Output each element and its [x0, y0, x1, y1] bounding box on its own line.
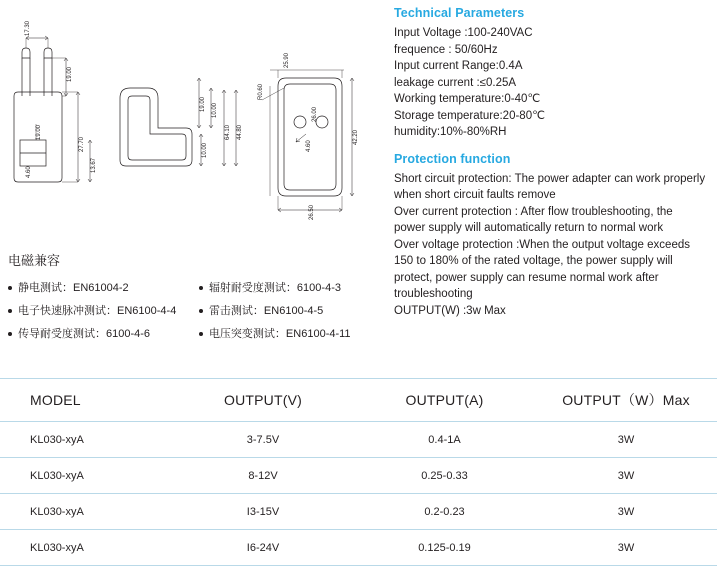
dim-side-e: 44.80: [237, 124, 243, 140]
cell-output-v: 3-7.5V: [172, 422, 354, 458]
table-header-output-w: OUTPUT（W）Max: [535, 379, 717, 422]
dim-side-d: 64.10: [225, 124, 231, 140]
emc-item-voltage-dip: 电压突变测试：EN6100-4-11: [199, 327, 388, 341]
protection-line-6: 150 to 180% of the rated voltage, the power supply will: [394, 255, 673, 267]
specifications-panel: [394, 6, 712, 330]
table-header-output-a: OUTPUT(A): [354, 379, 535, 422]
cell-model: KL030-xyA: [0, 530, 172, 566]
technical-drawing: [0, 0, 390, 235]
protection-function-heading: Protection function: [394, 151, 511, 166]
cell-output-v: 8-12V: [172, 458, 354, 494]
protection-line-output: OUTPUT(W) :3w Max: [394, 304, 506, 317]
cell-output-v: I3-15V: [172, 494, 354, 530]
emc-list: [8, 281, 388, 341]
protection-line-3: Over current protection : After flow troubleshooting, the: [394, 205, 673, 218]
output-table: [0, 378, 717, 566]
protection-line-8: troubleshooting: [394, 288, 473, 300]
emc-item-surge: 雷击测试：EN6100-4-5: [199, 304, 388, 318]
table-header-row: [0, 379, 717, 422]
table-row: [0, 530, 717, 566]
emc-section: [8, 250, 388, 350]
technical-parameters-heading: Technical Parameters: [394, 6, 525, 20]
protection-line-2: when short circuit faults remove: [394, 189, 556, 201]
dim-top-small: 4.60: [306, 140, 312, 152]
cell-output-w: 3W: [535, 458, 717, 494]
tech-line-working-temperature: Working temperature:0-40℃: [394, 93, 541, 105]
protection-line-1: Short circuit protection: The power adapter can work properly: [394, 172, 706, 185]
emc-item-eft: 电子快速脉冲测试：EN6100-4-4: [8, 304, 199, 318]
dim-side-a: 19.00: [200, 96, 206, 112]
dim-side-b: 10.00: [212, 102, 218, 118]
cell-model: KL030-xyA: [0, 458, 172, 494]
tech-line-leakage-current: leakage current :≤0.25A: [394, 76, 517, 89]
tech-line-input-current: Input current Range:0.4A: [394, 60, 523, 72]
table-row: [0, 422, 717, 458]
dim-top-w2: 26.00: [312, 106, 318, 122]
dim-side-c: 10.00: [202, 142, 208, 158]
protection-line-4: power supply will automatically return to normal work: [394, 222, 664, 234]
cell-output-a: 0.125-0.19: [354, 530, 535, 566]
cell-model: KL030-xyA: [0, 494, 172, 530]
emc-title: 电磁兼容: [8, 253, 61, 268]
emc-item-conducted-immunity: 传导耐受度测试：6100-4-6: [8, 327, 199, 341]
table-header-model: MODEL: [0, 379, 172, 422]
dim-front-top: 17.30: [25, 20, 31, 36]
cell-output-a: 0.2-0.23: [354, 494, 535, 530]
dim-front-small: 4.60: [26, 166, 32, 178]
tech-line-frequence: frequence : 50/60Hz: [394, 43, 498, 56]
dim-top-radius: R0.60: [258, 83, 264, 100]
cell-model: KL030-xyA: [0, 422, 172, 458]
protection-line-7: protect, power supply can resume normal work after: [394, 271, 659, 284]
dim-top-h1: 42.20: [353, 129, 359, 145]
emc-item-esd: 静电测试：EN61004-2: [8, 281, 199, 295]
cell-output-w: 3W: [535, 422, 717, 458]
technical-parameters-block: [394, 6, 712, 141]
cell-output-w: 3W: [535, 530, 717, 566]
dim-top-bottom: 26.50: [309, 204, 315, 220]
tech-line-humidity: humidity:10%-80%RH: [394, 126, 507, 138]
dim-front-body-width: 19.00: [36, 124, 42, 140]
cell-output-w: 3W: [535, 494, 717, 530]
drawing-svg: [0, 0, 390, 235]
cell-output-v: I6-24V: [172, 530, 354, 566]
emc-row: [8, 327, 388, 341]
emc-item-radiated-immunity: 辐射耐受度测试：6100-4-3: [199, 281, 388, 295]
tech-line-storage-temperature: Storage temperature:20-80℃: [394, 109, 545, 122]
dim-front-total-height: 27.70: [79, 136, 85, 152]
tech-line-input-voltage: Input Voltage :100-240VAC: [394, 27, 533, 39]
dim-front-depth: 13.67: [91, 157, 97, 173]
emc-row: [8, 281, 388, 295]
table-row: [0, 494, 717, 530]
cell-output-a: 0.25-0.33: [354, 458, 535, 494]
protection-function-block: [394, 152, 712, 320]
cell-output-a: 0.4-1A: [354, 422, 535, 458]
output-table-container: [0, 378, 717, 566]
table-header-output-v: OUTPUT(V): [172, 379, 354, 422]
dim-top-w1: 25.90: [284, 52, 290, 68]
emc-row: [8, 304, 388, 318]
protection-line-5: Over voltage protection :When the output voltage exceeds: [394, 238, 690, 251]
dim-front-pin-height: 19.00: [67, 66, 73, 82]
table-row: [0, 458, 717, 494]
